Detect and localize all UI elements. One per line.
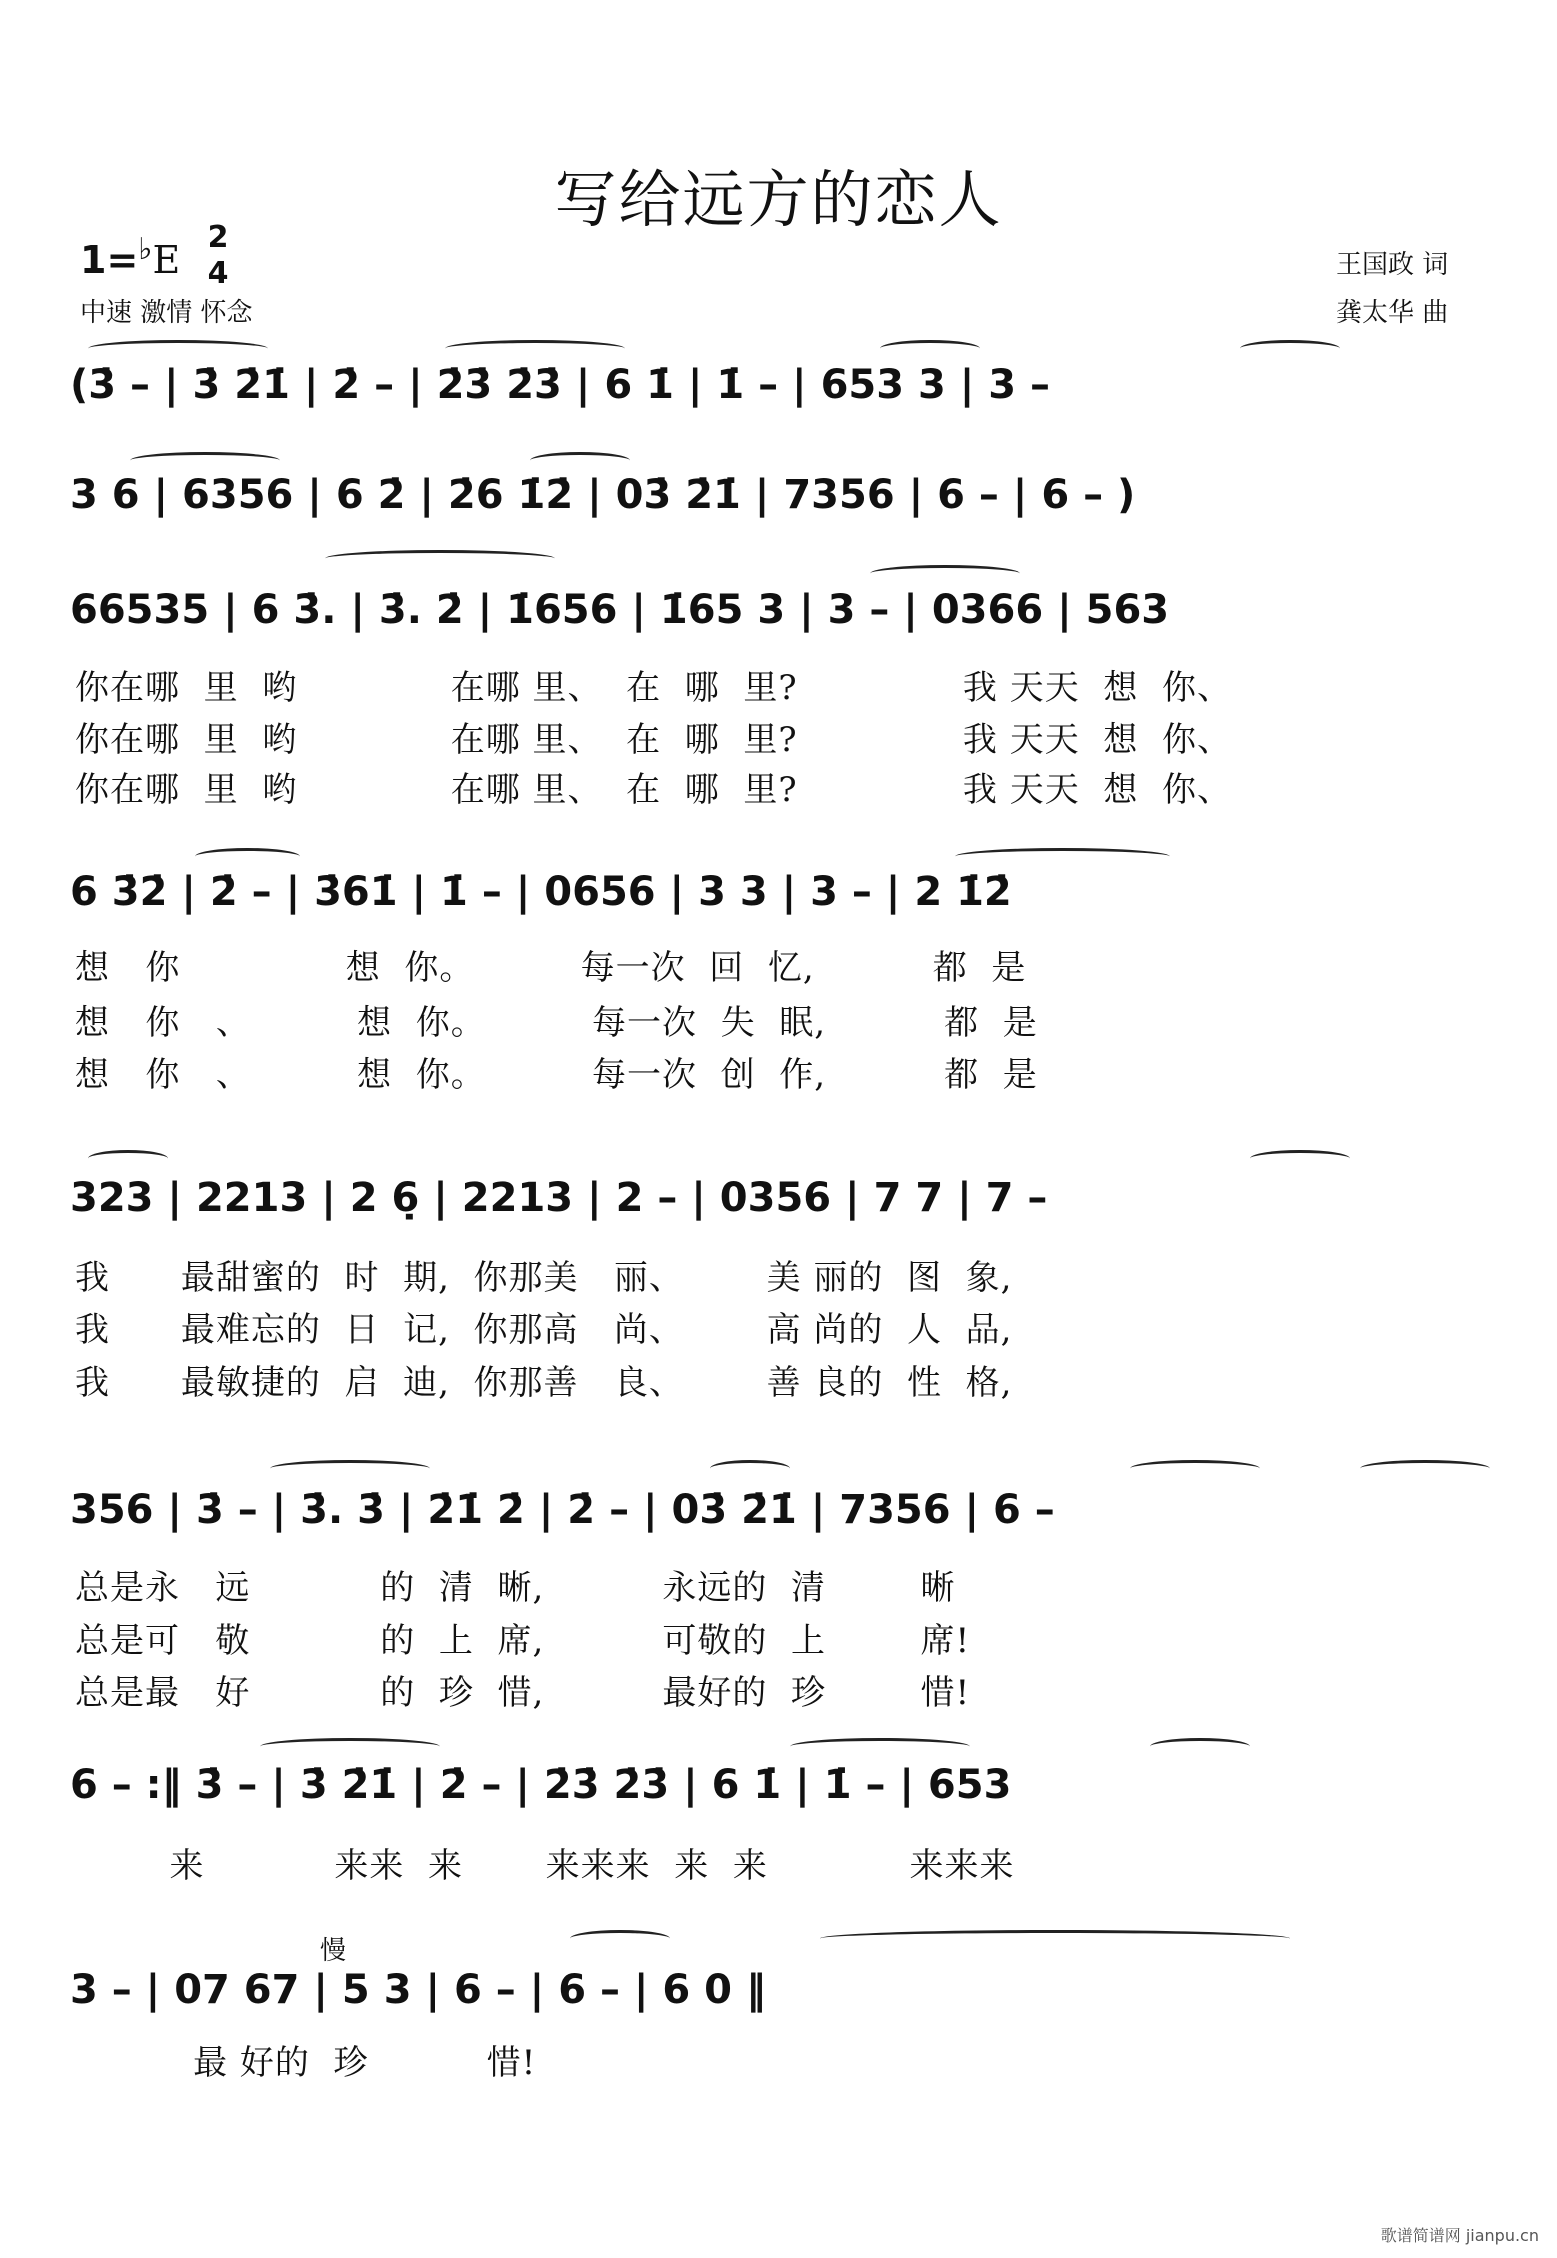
time-signature [206, 220, 230, 292]
key-signature [80, 232, 180, 282]
lyricist-credit: 王国政 词 [1336, 250, 1449, 280]
key-letter: E [152, 238, 181, 282]
notation-line: 66535 | 6 3̇. | 3̇. 2̇ | 1̇656 | 1̇65 3 | 3 – | 0366 | 563 [70, 587, 1170, 633]
lyrics-verse-1: 我 最甜蜜的 时 期, 你那美 丽、 美 丽的 图 象, [75, 1258, 1013, 1298]
meter-bottom: 4 [207, 256, 229, 291]
score-system-2 [70, 465, 1500, 525]
slur [570, 1930, 670, 1947]
meter-top: 2 [207, 220, 229, 255]
song-title: 写给远方的恋人 [554, 163, 1003, 236]
slur [88, 340, 268, 357]
watermark: 歌谱简谱网 jianpu.cn [1380, 2226, 1539, 2245]
score-system-5 [70, 1168, 1500, 1228]
lyrics-verse-3: 想 你 、 想 你。 每一次 创 作, 都 是 [75, 1055, 1038, 1095]
slur [1240, 340, 1340, 357]
lyrics-ending: 最 好的 珍 惜! [75, 2043, 537, 2083]
slur [530, 452, 630, 469]
lyrics-verse-1: 想 你 想 你。 每一次 回 忆, 都 是 [75, 948, 1027, 988]
notation-line: 6 – :‖ 3̇ – | 3̇ 2̇1̇ | 2̇ – | 2̇3̇ 2̇3̇ | 6 1̇ | 1̇ – | 653 [70, 1762, 1012, 1808]
slur [88, 1150, 168, 1167]
tempo-slow-marking: 慢 [320, 1936, 347, 1966]
notation-line: 323 | 2213 | 2 6̣ | 2213 | 2 – | 0356 | 7 7 | 7 – [70, 1175, 1048, 1221]
slur [1250, 1150, 1350, 1167]
slur [130, 452, 280, 469]
score-system-6 [70, 1480, 1500, 1540]
score-system-3 [70, 580, 1500, 640]
composer-credit: 龚太华 曲 [1336, 298, 1449, 328]
slur [1150, 1738, 1250, 1755]
flat-sign: ♭ [138, 232, 153, 267]
score-system-1 [70, 355, 1500, 415]
notation-line: 356 | 3̇ – | 3̇. 3̇ | 2̇1̇ 2̇ | 2̇ – | 03̇ 2̇1̇ | 7356 | 6 – [70, 1487, 1055, 1533]
slur [195, 848, 300, 865]
slur [270, 1460, 430, 1477]
notation-line: 3 – | 07 67 | 5 3 | 6 – | 6 – | 6 0 ‖ [70, 1967, 766, 2013]
lyrics-verse-1: 你在哪 里 哟 在哪 里、 在 哪 里? 我 天天 想 你、 [75, 668, 1232, 708]
score-system-7 [70, 1755, 1500, 1815]
notation-line: 3 6 | 6356 | 6 2̇ | 2̇6 1̇2̇ | 03̇ 2̇1̇ | 7356 | 6 – | 6 – ) [70, 472, 1136, 518]
lyrics-verse-2: 我 最难忘的 日 记, 你那高 尚、 高 尚的 人 品, [75, 1310, 1013, 1350]
slur [870, 565, 1020, 582]
lyrics-verse-2: 总是可 敬 的 上 席, 可敬的 上 席! [75, 1621, 971, 1661]
lyrics-verse-3: 我 最敏捷的 启 迪, 你那善 良、 善 良的 性 格, [75, 1363, 1013, 1403]
slur [260, 1738, 440, 1755]
slur [955, 848, 1170, 865]
slur [325, 550, 555, 567]
score-system-4 [70, 862, 1500, 922]
notation-line: 6 3̇2̇ | 2̇ – | 3̇61̇ | 1̇ – | 0656 | 3 3 | 3 – | 2 1̇2̇ [70, 869, 1012, 915]
lyrics-verse-2: 想 你 、 想 你。 每一次 失 眠, 都 是 [75, 1003, 1038, 1043]
slur [790, 1738, 970, 1755]
tempo-marking: 中速 激情 怀念 [80, 298, 253, 328]
slur [445, 340, 625, 357]
lyrics-verse-2: 你在哪 里 哟 在哪 里、 在 哪 里? 我 天天 想 你、 [75, 720, 1232, 760]
slur [820, 1930, 1290, 1947]
lyrics-refrain: 来 来来 来 来来来 来 来 来来来 [75, 1846, 1015, 1886]
lyrics-verse-3: 总是最 好 的 珍 惜, 最好的 珍 惜! [75, 1673, 971, 1713]
slur [1360, 1460, 1490, 1477]
lyrics-verse-1: 总是永 远 的 清 晰, 永远的 清 晰 [75, 1568, 956, 1608]
score-system-8 [70, 1960, 1500, 2020]
lyrics-verse-3: 你在哪 里 哟 在哪 里、 在 哪 里? 我 天天 想 你、 [75, 770, 1232, 810]
key-prefix: 1= [80, 238, 139, 282]
slur [880, 340, 980, 357]
slur [710, 1460, 790, 1477]
notation-line: (3̇ – | 3̇ 2̇1̇ | 2̇ – | 2̇3̇ 2̇3̇ | 6 1̇ | 1̇ – | 653 3 | 3 – [70, 362, 1051, 408]
slur [1130, 1460, 1260, 1477]
